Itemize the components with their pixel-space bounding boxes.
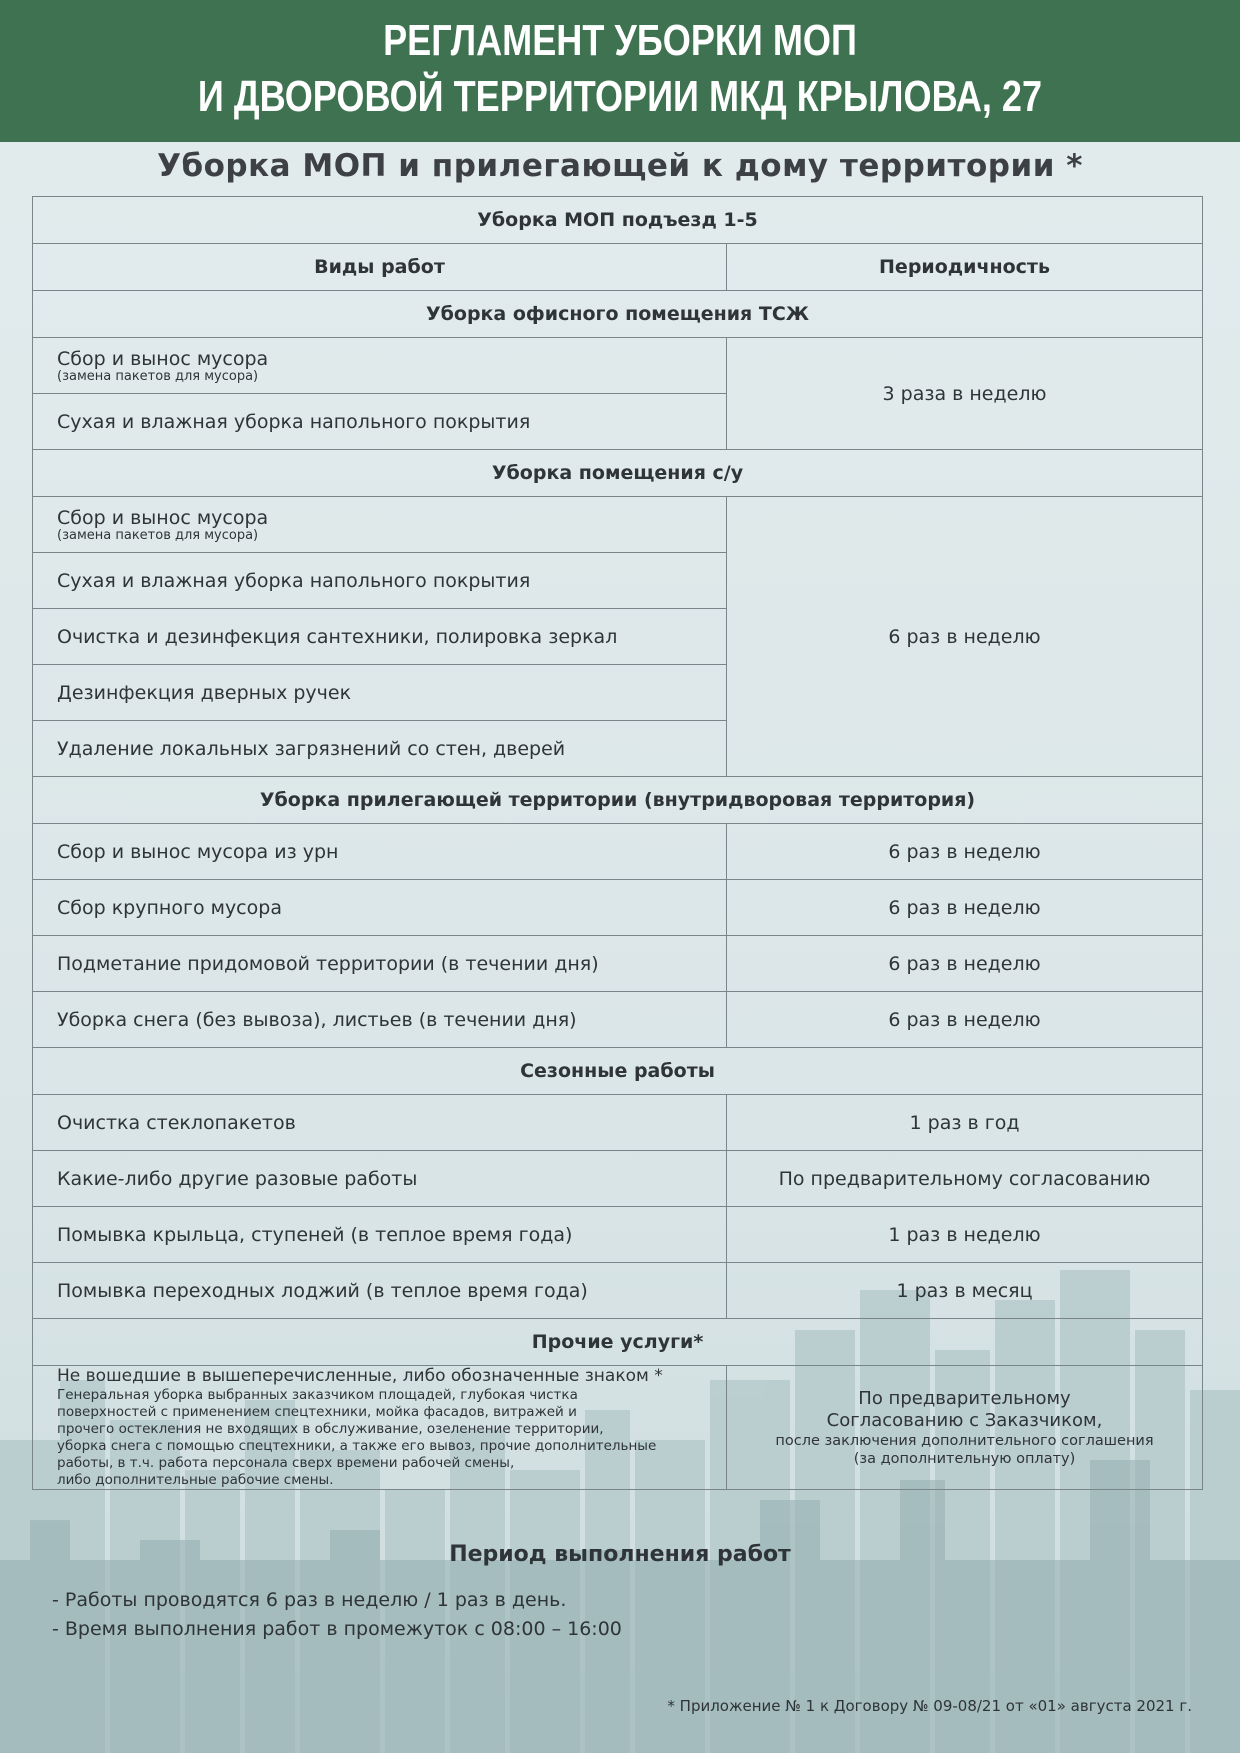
- other-services-line: уборка снега с помощью спецтехники, а также его вывоз, прочие дополнительные: [57, 1438, 657, 1454]
- table-row: [33, 1366, 1203, 1490]
- page-subtitle: Уборка МОП и прилегающей к дому территории *: [157, 148, 1083, 184]
- work-cell: Уборка снега (без вывоза), листьев (в течении дня): [33, 992, 727, 1048]
- table-row: [33, 880, 1203, 936]
- table-title-row: [33, 197, 1203, 244]
- period-item: - Работы проводятся 6 раз в неделю / 1 раз в день.: [52, 1589, 567, 1611]
- frequency-cell: 1 раз в месяц: [727, 1263, 1203, 1319]
- other-services-cell: [33, 1366, 727, 1490]
- frequency-cell: 3 раза в неделю: [727, 338, 1203, 450]
- frequency-cell: 6 раз в неделю: [727, 824, 1203, 880]
- work-label: Сбор и вынос мусора: [57, 347, 269, 370]
- frequency-cell: 6 раз в неделю: [727, 936, 1203, 992]
- frequency-cell: 6 раз в неделю: [727, 880, 1203, 936]
- frequency-cell: 6 раз в неделю: [727, 992, 1203, 1048]
- work-cell: [33, 721, 727, 777]
- section-title-seasonal: Сезонные работы: [33, 1048, 1203, 1095]
- work-cell: Очистка стеклопакетов: [33, 1095, 727, 1151]
- cleaning-schedule-table: [32, 196, 1203, 1490]
- header-band: [0, 0, 1240, 142]
- table-row: [33, 936, 1203, 992]
- other-services-line: либо дополнительные рабочие смены.: [57, 1472, 334, 1488]
- work-note: (замена пакетов для мусора): [57, 527, 259, 543]
- table-row: [33, 1095, 1203, 1151]
- other-freq-main: По предварительному: [858, 1387, 1071, 1409]
- other-services-line: работы, в т.ч. работа персонала сверх времени рабочей смены,: [57, 1455, 515, 1471]
- section-title-yard: Уборка прилегающей территории (внутридворовая территория): [33, 777, 1203, 824]
- period-item: - Время выполнения работ в промежуток с 08:00 – 16:00: [52, 1618, 622, 1640]
- work-cell: [33, 665, 727, 721]
- section-header-row: [33, 291, 1203, 338]
- other-freq-note: после заключения дополнительного соглашения: [775, 1432, 1154, 1449]
- table-row: [33, 497, 1203, 553]
- work-cell: [33, 609, 727, 665]
- table-row: [33, 338, 1203, 394]
- frequency-cell: 6 раз в неделю: [727, 497, 1203, 777]
- work-label: Дезинфекция дверных ручек: [57, 681, 352, 704]
- work-label: Удаление локальных загрязнений со стен, дверей: [57, 737, 566, 760]
- section-title-office: Уборка офисного помещения ТСЖ: [33, 291, 1203, 338]
- document-title-line-2: И ДВОРОВОЙ ТЕРРИТОРИИ МКД КРЫЛОВА, 27: [197, 72, 1043, 121]
- other-services-line: поверхностей с применением спецтехники, мойка фасадов, витражей и: [57, 1404, 577, 1420]
- frequency-cell: 1 раз в неделю: [727, 1207, 1203, 1263]
- section-title-wc: Уборка помещения с/у: [33, 450, 1203, 497]
- other-freq-note: (за дополнительную оплату): [853, 1450, 1076, 1467]
- work-cell: Подметание придомовой территории (в течении дня): [33, 936, 727, 992]
- work-cell: [33, 338, 727, 394]
- table-row: [33, 1207, 1203, 1263]
- section-header-row: [33, 777, 1203, 824]
- section-header-row: [33, 1048, 1203, 1095]
- work-cell: Сбор крупного мусора: [33, 880, 727, 936]
- section-header-row: [33, 450, 1203, 497]
- frequency-cell: 1 раз в год: [727, 1095, 1203, 1151]
- table-title: Уборка МОП подъезд 1-5: [33, 197, 1203, 244]
- work-cell: [33, 394, 727, 450]
- other-services-line: прочего остекления не входящих в обслуживание, озеленение территории,: [57, 1421, 604, 1437]
- table-row: [33, 824, 1203, 880]
- other-services-line: Генеральная уборка выбранных заказчиком площадей, глубокая чистка: [57, 1387, 578, 1403]
- table-row: [33, 1151, 1203, 1207]
- column-header-frequency: Периодичность: [727, 244, 1203, 291]
- work-cell: [33, 553, 727, 609]
- document-title-line-1: РЕГЛАМЕНТ УБОРКИ МОП: [383, 16, 857, 65]
- work-cell: Помывка крыльца, ступеней (в теплое время года): [33, 1207, 727, 1263]
- work-cell: [33, 497, 727, 553]
- period-title: Период выполнения работ: [449, 1542, 791, 1567]
- section-header-row: [33, 1319, 1203, 1366]
- work-cell: Помывка переходных лоджий (в теплое время года): [33, 1263, 727, 1319]
- footnote: * Приложение № 1 к Договору № 09-08/21 от «01» августа 2021 г.: [667, 1697, 1192, 1715]
- column-header-row: [33, 244, 1203, 291]
- table-row: [33, 992, 1203, 1048]
- work-label: Сбор и вынос мусора: [57, 506, 269, 529]
- section-title-other: Прочие услуги*: [33, 1319, 1203, 1366]
- work-label: Сухая и влажная уборка напольного покрытия: [57, 410, 531, 433]
- other-freq-main: Согласованию с Заказчиком,: [826, 1409, 1103, 1431]
- work-cell: Сбор и вынос мусора из урн: [33, 824, 727, 880]
- other-services-main: Не вошедшие в вышеперечисленные, либо обозначенные знаком *: [57, 1366, 663, 1386]
- column-header-works: Виды работ: [33, 244, 727, 291]
- table-row: [33, 1263, 1203, 1319]
- work-cell: Какие-либо другие разовые работы: [33, 1151, 727, 1207]
- work-note: (замена пакетов для мусора): [57, 368, 259, 384]
- frequency-cell: По предварительному согласованию: [727, 1151, 1203, 1207]
- work-label: Сухая и влажная уборка напольного покрытия: [57, 569, 531, 592]
- work-label: Очистка и дезинфекция сантехники, полировка зеркал: [57, 625, 618, 648]
- other-services-frequency-cell: [727, 1366, 1203, 1490]
